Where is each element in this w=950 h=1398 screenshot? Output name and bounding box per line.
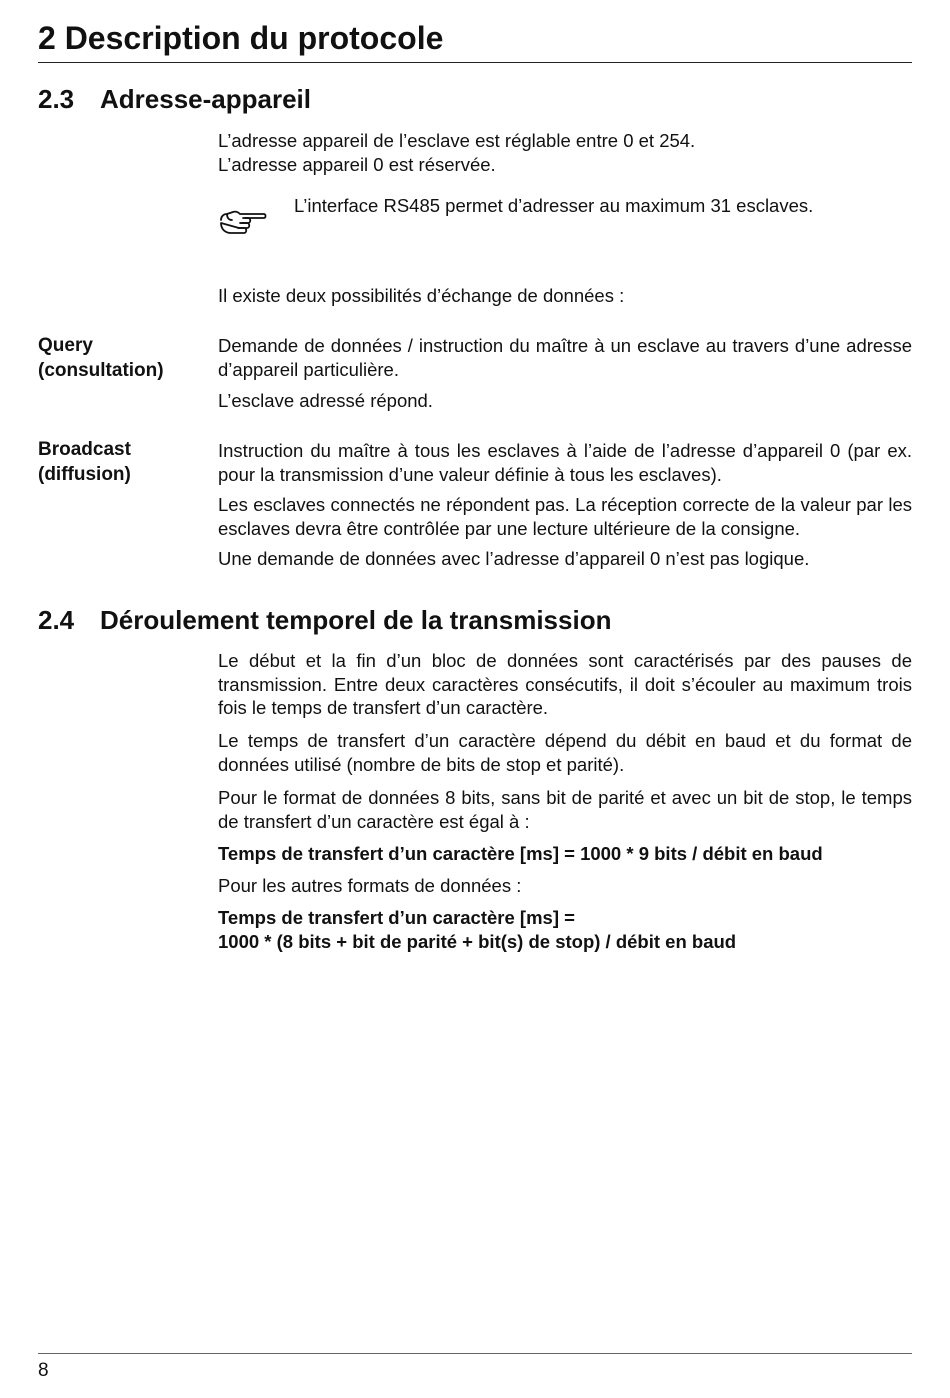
query-label bbox=[38, 333, 213, 383]
chapter-rule bbox=[38, 62, 912, 63]
timing-paragraph: Le temps de transfert d’un caractère dépend du débit en baud et du format de données utilisé (nombre de bits de stop et parité). bbox=[218, 730, 912, 775]
section-number: 2.4 bbox=[38, 605, 75, 635]
broadcast-label bbox=[38, 437, 213, 487]
query-description: Demande de données / instruction du maître à un esclave au travers d’une adresse d’appareil particulière. bbox=[218, 335, 912, 380]
formula-general-line1: Temps de transfert d’un caractère [ms] = bbox=[218, 907, 575, 928]
other-formats-text: Pour les autres formats de données : bbox=[218, 875, 522, 896]
section-title-text: Adresse-appareil bbox=[100, 84, 311, 114]
broadcast-description: Instruction du maître à tous les esclaves à l’aide de l’adresse d’appareil 0 (par ex. pour la transmission d’une valeur définie à tous les esclaves). bbox=[218, 440, 912, 485]
note-text: L’interface RS485 permet d’adresser au maximum 31 esclaves. bbox=[294, 195, 814, 216]
pointing-hand-icon bbox=[218, 206, 268, 238]
formula-8bit: Temps de transfert d’un caractère [ms] = 1000 * 9 bits / débit en baud bbox=[218, 843, 823, 864]
section-title-text: Déroulement temporel de la transmission bbox=[100, 605, 612, 635]
section-number: 2.3 bbox=[38, 84, 75, 114]
query-label-line: (consultation) bbox=[38, 360, 164, 381]
timing-paragraph: Le début et la fin d’un bloc de données sont caractérisés par des pauses de transmission. Entre deux caractères consécutifs, il doit s’écouler au maximum trois fois le temps de transfert d’un caractère. bbox=[218, 650, 912, 718]
chapter-title: 2 Description du protocole bbox=[38, 20, 444, 56]
timing-paragraph: Pour le format de données 8 bits, sans bit de parité et avec un bit de stop, le temps de transfert d’un caractère est égal à : bbox=[218, 787, 912, 832]
broadcast-label-line: (diffusion) bbox=[38, 464, 131, 485]
broadcast-label-line: Broadcast bbox=[38, 439, 131, 460]
broadcast-note: Une demande de données avec l’adresse d’appareil 0 n’est pas logique. bbox=[218, 548, 810, 569]
section-title-2-4 bbox=[38, 603, 611, 637]
exchange-lead-text: Il existe deux possibilités d’échange de données : bbox=[218, 285, 625, 306]
footer-rule bbox=[38, 1353, 912, 1354]
address-reserved-text: L’adresse appareil 0 est réservée. bbox=[218, 154, 496, 175]
page-number: 8 bbox=[38, 1360, 49, 1381]
query-response: L’esclave adressé répond. bbox=[218, 390, 433, 411]
section-title-2-3 bbox=[38, 82, 311, 116]
broadcast-no-reply: Les esclaves connectés ne répondent pas. La réception correcte de la valeur par les esclaves devra être contrôlée par une lecture ultérieure de la consigne. bbox=[218, 494, 912, 539]
formula-general-line2: 1000 * (8 bits + bit de parité + bit(s) de stop) / débit en baud bbox=[218, 931, 737, 952]
query-label-line: Query bbox=[38, 335, 93, 356]
address-range-text: L’adresse appareil de l’esclave est réglable entre 0 et 254. bbox=[218, 130, 696, 151]
